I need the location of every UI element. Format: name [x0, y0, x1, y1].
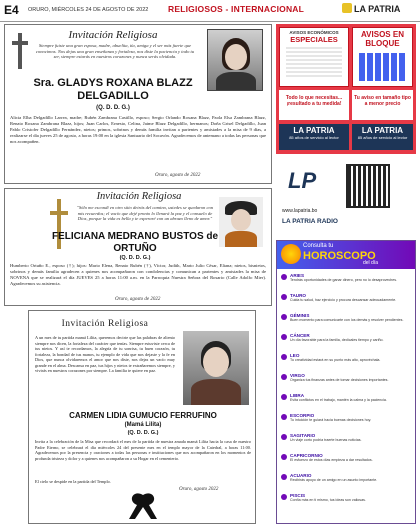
sign-text: Organiza tus finanzas antes de tomar decisiones importantes.	[290, 378, 389, 382]
radio-logo: LP	[288, 168, 317, 193]
page-number: E4	[4, 3, 19, 17]
mourning-ribbon-icon	[123, 491, 163, 521]
cancer-icon	[281, 334, 287, 340]
obituary-body: Humberto Ortuño E., esposo (†); hijos: Mario Elena, Renato Rubén (†), Víctor, Judith, Mario Julio César, Eliana; nietos, bisnietos, sobrinos y demás familia agradecen a quienes nos acompañaron con condolencias y comunican a parientes y amistades la misa de NOVENA que se realizará el día JUEVES 25 a horas 11:00 a.m. en la Parroquia Nuestra Señora del Rosario (Calle Adolfo Mier). Agradecemos su asistencia.	[10, 263, 266, 286]
econ-ads-box	[279, 27, 349, 87]
sign-name: LEO	[290, 353, 300, 358]
capricorn-icon	[281, 454, 287, 460]
deceased-name: Sra. GLADYS ROXANA BLAZZ DELGADILLO	[33, 77, 193, 102]
obituary-place: Oruro, agosto 2022	[179, 487, 219, 492]
deceased-alias: (Mamá Lilita)	[124, 422, 162, 428]
obituary-gladys	[4, 24, 272, 184]
deceased-photo	[219, 197, 263, 247]
sign-name: GÉMINIS	[290, 313, 310, 318]
radio-name: LA PATRIA RADIO	[282, 218, 338, 225]
sign-name: PISCIS	[290, 493, 306, 498]
obituary-verse: "Sólo me escondí en otro sitio detrás del camino, ustedes se quedaron con mis recuerdos; el vacío que dejé pronto lo llenará la paz y el consuelo de Dios, porque la vida es bella y te esperaré con un abrazo lleno de amor."	[76, 205, 214, 222]
sign-name: TAURO	[290, 293, 306, 298]
block-ads-box	[352, 27, 413, 87]
horoscope-top: Consulta tu	[303, 243, 334, 249]
horoscope-sub: del día	[363, 260, 379, 266]
brand-sub: 85 años de servicio al lector	[289, 135, 339, 140]
brand-banner-left	[279, 124, 349, 150]
website-url[interactable]: www.lapatria.bo	[282, 208, 318, 214]
ads-illustration	[286, 47, 342, 77]
obituary-body: Alicia Elba Delgadillo Larrea, madre; Rubén Zambrana Castillo, esposo; Sergio Orlando Roxana Blazz, Paola Elsa Zambrana Blazz, Renato Roxana Zambrana Blazz, hijos; Juan Carlos, Ernesto, Celina, Jaime Blazz Delgadillo, hermanos; Doña Grisel Delgadillo, Juan Pablo Cristofer Delgadillo Fernández, nietos; primos, sobrinos y demás familia invitan a parientes y amistades a la misa de 9 días, a realizarse el día jueves 25 de agosto, a horas 19:00 en la iglesia Santuario del Socavón. Agradecemos de antemano a todas las personas que nos acompañen.	[10, 115, 266, 144]
cross-icon	[11, 31, 29, 71]
sign-text: Buen momento para comunicarte con los demás y resolver pendientes.	[290, 318, 404, 322]
leo-icon	[281, 354, 287, 360]
econ-ads-top: AVISOS ECONÓMICOS	[289, 30, 339, 35]
invitation-heading: Invitación Religiosa	[61, 319, 149, 329]
pisces-icon	[281, 494, 287, 500]
brand-logo	[342, 3, 400, 14]
block-slogan: Tu aviso en tamaño tipo a menor precio	[354, 95, 411, 107]
econ-ads-title: ESPECIALES	[290, 35, 338, 44]
sign-name: CAPRICORNIO	[290, 453, 323, 458]
gemini-icon	[281, 314, 287, 320]
sign-text: El esfuerzo de estos días empieza a dar resultados.	[290, 458, 373, 462]
sign-text: Tu creatividad estará en su punto más alto, aprovéchala.	[290, 358, 381, 362]
obituary-carmen	[28, 310, 256, 524]
sun-icon	[281, 244, 301, 264]
deceased-name: FELICIANA MEDRANO BUSTOS de ORTUÑO	[51, 231, 219, 254]
sign-text: Tendrás oportunidades de ganar dinero, pero no lo desaproveches.	[290, 278, 398, 282]
obituary-verse: Siempre fuiste una gran esposa, madre, abuelita, tía, amiga y el ser más fuerte que conocimos. Nos dejas una gran enseñanza y fortaleza, nos diste la paciencia y todo tu ser, siempre estarás en nuestros corazones y nunca serás olvidada.	[35, 43, 195, 60]
sign-name: ACUARIO	[290, 473, 312, 478]
section-title: RELIGIOSOS - INTERNACIONAL	[168, 4, 305, 14]
obituary-closing: El cielo se despide en la partida del Templo.	[35, 479, 111, 484]
sign-text: Un viaje corto podría traerte buenas noticias.	[290, 438, 362, 442]
logo-icon	[342, 3, 352, 13]
brand-name: LA PATRIA	[361, 126, 404, 135]
horoscope-box	[276, 240, 416, 524]
sign-text: Evita conflictos en el trabajo, mantén la calma y la paciencia.	[290, 398, 387, 402]
qr-code-icon[interactable]	[346, 164, 390, 208]
horoscope-title: HOROSCOPO	[303, 250, 376, 262]
brand-sub: 85 años de servicio al lector	[357, 135, 408, 140]
page-header	[0, 0, 420, 22]
rip-text: (Q. D. D. G.)	[127, 430, 159, 436]
obituary-place: Oruro, agosto de 2022	[115, 297, 161, 302]
obituary-verse: A un mes de tu partida mamá Lilita, queremos decirte que las palabras de aliento siempre nos dicen, la fortaleza del carácter que tenías. Siempre estuviste cerca de tus nietos. Y así te recordamos, la alegría de tu sonrisa, tu buen corazón, tu fortaleza, la bondad de tus manos, tu ejemplo de vida que nos dejaste y la fe en Dios, que nunca olvidaremos el amor que nos diste, nos dejas un vacío muy grande en el alma. Descansa en paz, tus hijos y nietos te extrañaremos siempre, y vivirás en nuestros corazones por siempre. La familia te quiere en paz.	[35, 335, 175, 373]
ads-illustration	[359, 53, 407, 81]
sign-text: Un día favorable para la familia, dedícales tiempo y cariño.	[290, 338, 384, 342]
sign-name: CÁNCER	[290, 333, 310, 338]
brand-banner-right	[352, 124, 413, 150]
aquarius-icon	[281, 474, 287, 480]
brand-name: LA PATRIA	[354, 4, 401, 14]
classified-ads-promo	[276, 24, 416, 154]
scorpio-icon	[281, 414, 287, 420]
invitation-heading: Invitación Religiosa	[68, 29, 158, 41]
sign-name: LIBRA	[290, 393, 305, 398]
libra-icon	[281, 394, 287, 400]
sign-name: ARIES	[290, 273, 305, 278]
sign-name: ESCORPIO	[290, 413, 315, 418]
deceased-photo	[207, 29, 263, 91]
taurus-icon	[281, 294, 287, 300]
sign-name: SAGITARIO	[290, 433, 316, 438]
econ-slogan-box	[279, 90, 349, 120]
sagittarius-icon	[281, 434, 287, 440]
aries-icon	[281, 274, 287, 280]
sign-name: VIRGO	[290, 373, 305, 378]
deceased-photo	[183, 331, 249, 405]
invitation-heading: Invitación Religiosa	[96, 191, 182, 202]
sign-text: Tu intuición te guiará hacia buenas decisiones hoy.	[290, 418, 372, 422]
sign-text: Cuida tu salud, haz ejercicio y procura descansar adecuadamente.	[290, 298, 397, 302]
radio-promo	[276, 160, 416, 238]
sign-text: Recibirás apoyo de un amigo en un asunto importante.	[290, 478, 378, 482]
deceased-name: CARMEN LIDIA GUMUCIO FERRUFINO	[69, 411, 217, 420]
obituary-place: Oruro, agosto de 2022	[155, 173, 201, 178]
brand-name: LA PATRIA	[293, 126, 335, 135]
obituary-feliciana	[4, 188, 272, 306]
issue-date: ORURO, MIÉRCOLES 24 DE AGOSTO DE 2022	[28, 7, 149, 13]
horoscope-header	[277, 241, 415, 269]
rip-text: (Q. D. D. G.)	[96, 105, 130, 111]
obituary-body: Invita a la celebración de la Misa que recordará el mes de la partida de nuestra amada mamá Lilita hacia la casa de nuestro Padre Eterno, se celebrará el día miércoles 24 del presente mes en el templo mayor de la Catedral, a horas 11:00. Agradecemos por la presencia y oraciones a todas las personas e instituciones que nos acompañaron en los momentos de profunda tristeza y dolor y a quienes nos acompañaron a su Hogar en el cementerio.	[35, 439, 251, 461]
block-ads-title: AVISOS EN BLOQUE	[361, 30, 404, 48]
block-slogan-box	[352, 90, 413, 120]
rip-text: (Q. D. D. G.)	[119, 255, 151, 261]
virgo-icon	[281, 374, 287, 380]
econ-slogan: Todo lo que necesitas... ¡resultado a tu medida!	[285, 95, 343, 107]
sign-text: Confía más en ti mismo, tus ideas son valiosas.	[290, 498, 366, 502]
